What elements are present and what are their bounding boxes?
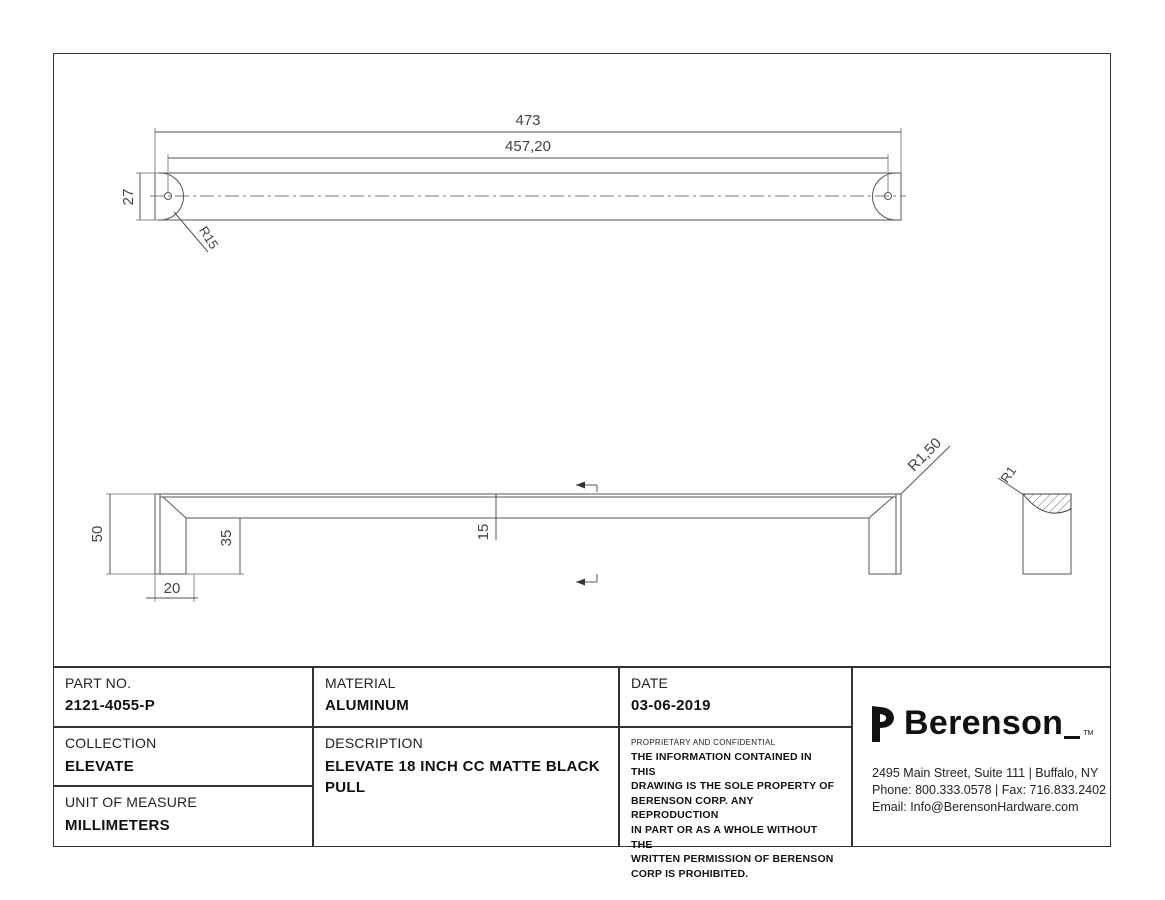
material-value: ALUMINUM	[325, 697, 410, 714]
date-label: DATE	[631, 675, 669, 691]
notice-line: IN PART OR AS A WHOLE WITHOUT THE	[631, 823, 818, 851]
wordmark-underline	[1064, 736, 1080, 739]
unit-value: MILLIMETERS	[65, 817, 170, 834]
company-email: Email: Info@BerensonHardware.com	[872, 800, 1079, 814]
date-value: 03-06-2019	[631, 697, 711, 714]
collection-value: ELEVATE	[65, 758, 135, 775]
dim-center-to-center: 457,20	[505, 138, 551, 155]
collection-label: COLLECTION	[65, 735, 157, 751]
title-block	[53, 666, 1111, 880]
notice-line: WRITTEN PERMISSION OF BERENSON	[631, 853, 834, 866]
dim-leg-width: 20	[163, 580, 181, 597]
company-phone-fax: Phone: 800.333.0578 | Fax: 716.833.2402	[872, 783, 1106, 797]
company-address: 2495 Main Street, Suite 111 | Buffalo, NY	[872, 766, 1099, 780]
proprietary-heading: PROPRIETARY AND CONFIDENTIAL	[631, 738, 776, 747]
dim-end-radius: R15	[196, 223, 222, 252]
description-line-2: PULL	[325, 779, 366, 796]
notice-line: DRAWING IS THE SOLE PROPERTY OF	[631, 780, 835, 793]
part-no-cell	[53, 666, 312, 726]
company-name: Berenson	[904, 704, 1064, 742]
dim-bar-thickness: 15	[475, 523, 492, 541]
collection-cell	[53, 726, 312, 785]
dim-bend-radius: R1,50	[904, 434, 945, 475]
description-cell	[313, 726, 618, 847]
description-line-1: ELEVATE 18 INCH CC MATTE BLACK	[325, 758, 600, 775]
dim-overall-length: 473	[515, 112, 541, 129]
brand-wordmark	[904, 704, 1093, 742]
dim-width: 27	[120, 188, 137, 206]
part-no-value: 2121-4055-P	[65, 697, 156, 714]
dim-height: 50	[89, 525, 106, 543]
notice-line: BERENSON CORP. ANY REPRODUCTION	[631, 794, 754, 822]
proprietary-notice	[631, 750, 836, 881]
unit-cell	[53, 785, 312, 847]
description-label: DESCRIPTION	[325, 735, 423, 751]
trademark-mark: TM	[1083, 730, 1094, 737]
dim-leg-depth: 35	[218, 529, 235, 547]
material-cell	[313, 666, 618, 726]
berenson-flag-logo-icon	[870, 706, 895, 742]
notice-line: CORP IS PROHIBITED.	[631, 867, 749, 880]
part-no-label: PART NO.	[65, 675, 132, 691]
side-view-right-bend	[869, 497, 893, 518]
side-view-left-bend	[163, 497, 186, 518]
side-view-outline	[155, 494, 901, 574]
section-arrow-top	[576, 482, 585, 489]
unit-label: UNIT OF MEASURE	[65, 794, 197, 810]
proprietary-cell	[619, 726, 851, 880]
notice-line: THE INFORMATION CONTAINED IN THIS	[631, 751, 812, 778]
date-cell	[619, 666, 851, 726]
section-arrow-bottom	[576, 579, 585, 586]
dim-section-radius: R1	[997, 463, 1020, 486]
company-cell	[852, 666, 1111, 847]
section-view-hatched-profile	[1023, 494, 1071, 513]
material-label: MATERIAL	[325, 675, 396, 691]
